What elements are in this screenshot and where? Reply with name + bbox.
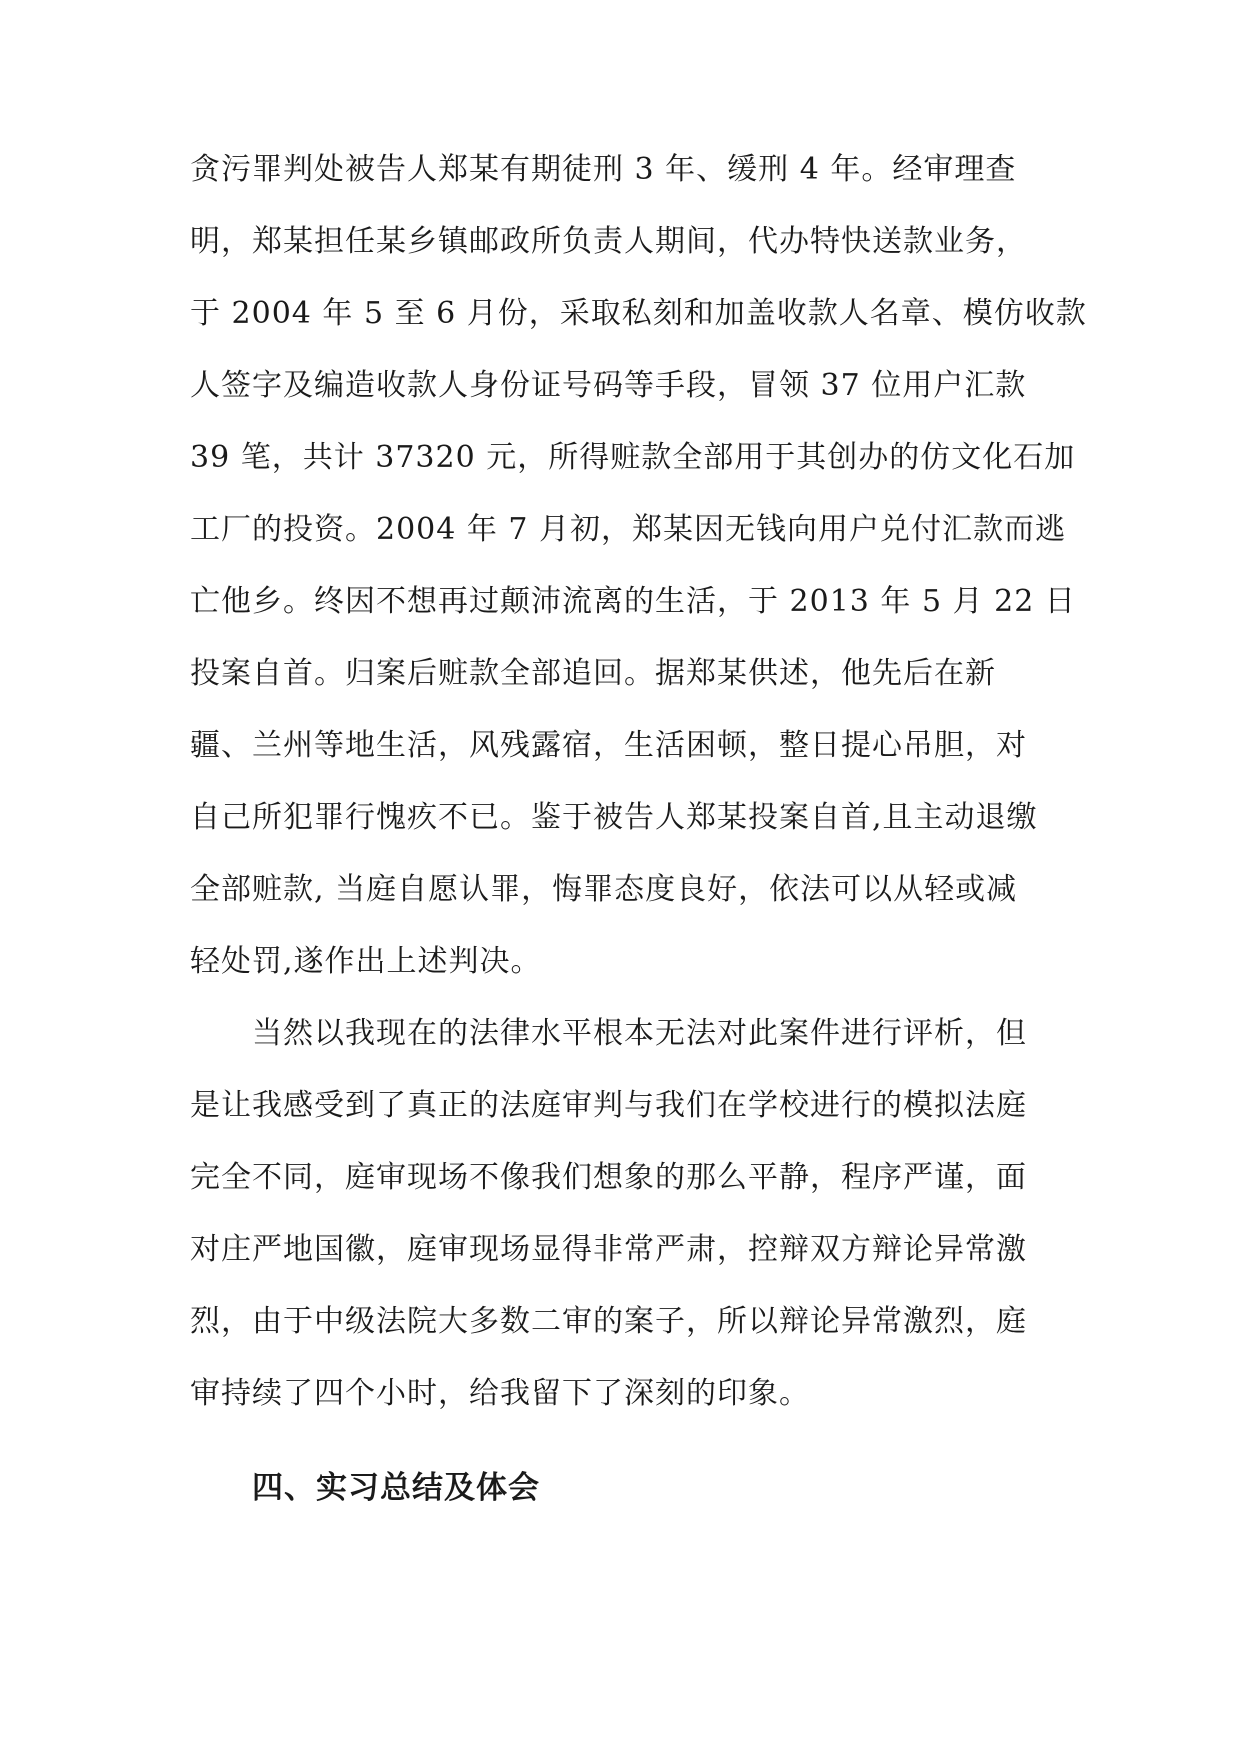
section-heading: 四、实习总结及体会 — [252, 1470, 540, 1506]
text-line: 疆、兰州等地生活，风残露宿，生活困顿，整日提心吊胆，对 — [190, 728, 1027, 763]
text-line: 贪污罪判处被告人郑某有期徒刑 3 年、缓刑 4 年。经审理查 — [190, 152, 1017, 187]
text-line: 完全不同，庭审现场不像我们想象的那么平静，程序严谨，面 — [190, 1160, 1027, 1195]
text-line: 审持续了四个小时，给我留下了深刻的印象。 — [190, 1376, 810, 1411]
text-line: 是让我感受到了真正的法庭审判与我们在学校进行的模拟法庭 — [190, 1088, 1027, 1123]
text-line: 工厂的投资。2004 年 7 月初，郑某因无钱向用户兑付汇款而逃 — [190, 512, 1067, 547]
text-line: 全部赃款, 当庭自愿认罪，悔罪态度良好，依法可以从轻或减 — [190, 872, 1018, 907]
text-line: 亡他乡。终因不想再过颠沛流离的生活，于 2013 年 5 月 22 日 — [190, 584, 1076, 619]
text-line: 投案自首。归案后赃款全部追回。据郑某供述，他先后在新 — [190, 656, 996, 691]
text-line: 对庄严地国徽，庭审现场显得非常严肃，控辩双方辩论异常激 — [190, 1232, 1027, 1267]
text-line: 人签字及编造收款人身份证号码等手段，冒领 37 位用户汇款 — [190, 368, 1027, 403]
text-line: 当然以我现在的法律水平根本无法对此案件进行评析，但 — [252, 1016, 1027, 1051]
text-line: 于 2004 年 5 至 6 月份，采取私刻和加盖收款人名章、模仿收款 — [190, 296, 1087, 331]
text-line: 烈，由于中级法院大多数二审的案子，所以辩论异常激烈，庭 — [190, 1304, 1027, 1339]
text-line: 明，郑某担任某乡镇邮政所负责人期间，代办特快送款业务， — [190, 224, 1027, 259]
text-line: 自己所犯罪行愧疚不已。鉴于被告人郑某投案自首,且主动退缴 — [190, 800, 1038, 835]
text-line: 39 笔，共计 37320 元，所得赃款全部用于其创办的仿文化石加 — [190, 440, 1076, 475]
text-line: 轻处罚,遂作出上述判决。 — [190, 944, 542, 979]
